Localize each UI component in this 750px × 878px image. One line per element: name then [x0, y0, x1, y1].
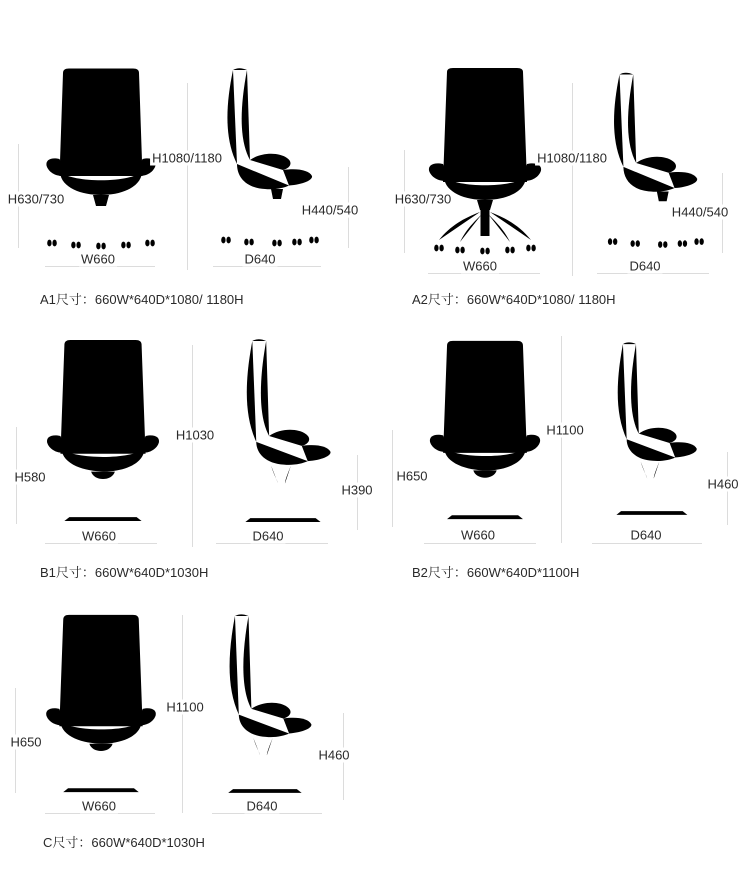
overall-height-label: H1080/1180 — [152, 150, 222, 166]
dimension-line-horizontal — [424, 543, 536, 544]
depth-label: D640 — [244, 251, 276, 267]
c-side-view-drawing — [205, 612, 321, 796]
b2-side-view-drawing — [594, 334, 706, 524]
a1-front-view-drawing — [44, 66, 158, 250]
seat-height-label: H630/730 — [394, 191, 452, 207]
overall-height-label: H1080/1180 — [537, 150, 607, 166]
depth-label: D640 — [252, 528, 284, 544]
overall-height-label: H1030 — [175, 427, 215, 443]
depth-label: D640 — [629, 258, 661, 274]
depth-label: D640 — [246, 798, 278, 814]
c-front-view-drawing — [42, 612, 160, 796]
a2-front-view-drawing — [426, 66, 544, 256]
b1-side-view-drawing — [220, 337, 342, 525]
seat-height-label: H580 — [14, 469, 46, 485]
width-label: W660 — [81, 251, 115, 267]
dimension-line-vertical — [192, 345, 193, 547]
dimension-line-horizontal — [592, 543, 702, 544]
dimension-line-vertical — [392, 430, 393, 527]
side-seat-height-label: H440/540 — [301, 202, 359, 218]
side-seat-height-label: H460 — [707, 476, 739, 492]
size-caption: C尺寸：660W*640D*1030H — [43, 835, 205, 850]
seat-height-label: H650 — [10, 734, 42, 750]
size-caption: A1尺寸：660W*640D*1080/ 1180H — [40, 292, 244, 307]
width-label: W660 — [82, 798, 116, 814]
width-label: W660 — [461, 527, 495, 543]
overall-height-label: H1100 — [546, 422, 584, 438]
side-seat-height-label: H460 — [318, 747, 350, 763]
side-seat-height-label: H390 — [341, 482, 373, 498]
seat-height-label: H650 — [396, 468, 428, 484]
b2-front-view-drawing — [426, 338, 544, 523]
size-caption: A2尺寸：660W*640D*1080/ 1180H — [412, 292, 616, 307]
dimension-line-vertical — [561, 336, 562, 543]
dimension-line-vertical — [187, 83, 188, 270]
width-label: W660 — [82, 528, 116, 544]
seat-height-label: H630/730 — [7, 191, 65, 207]
dimension-line-vertical — [572, 83, 573, 276]
size-caption: B1尺寸：660W*640D*1030H — [40, 565, 209, 580]
b1-front-view-drawing — [44, 337, 162, 525]
depth-label: D640 — [630, 527, 662, 543]
side-seat-height-label: H440/540 — [671, 204, 729, 220]
width-label: W660 — [463, 258, 497, 274]
overall-height-label: H1100 — [166, 699, 204, 715]
size-caption: B2尺寸：660W*640D*1100H — [412, 565, 580, 580]
